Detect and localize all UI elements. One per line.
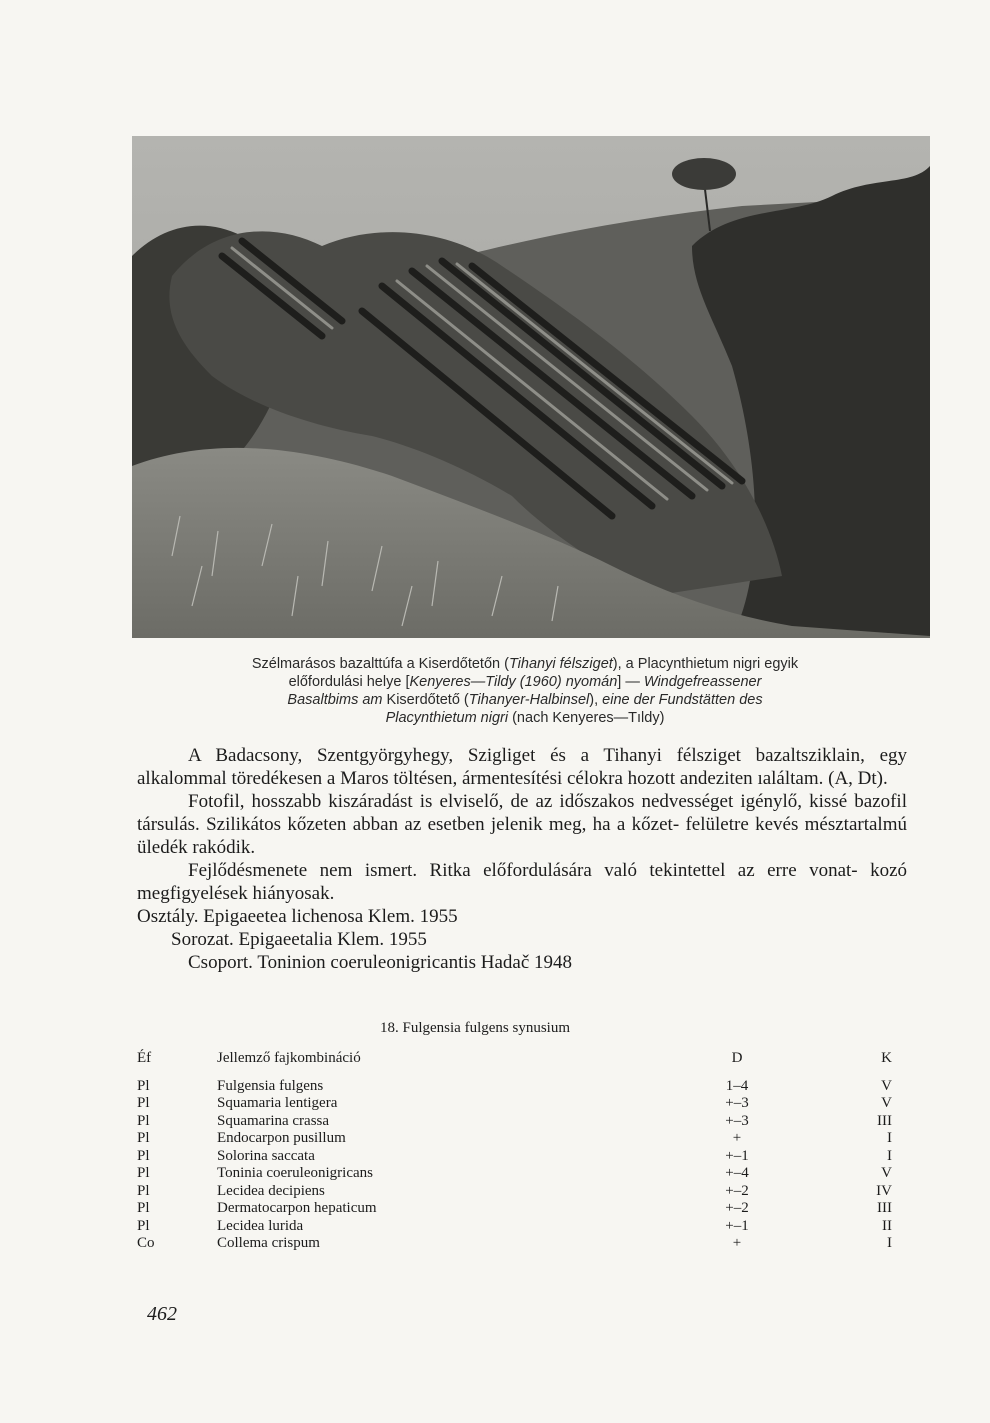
- cell-d: +–2: [725, 1200, 749, 1216]
- table-row: [137, 1218, 907, 1236]
- header-species: Jellemző fajkombináció: [217, 1050, 361, 1066]
- cell-ef: Pl: [137, 1077, 150, 1094]
- caption-line: előfordulási helye [Kenyeres—Tildy (1960) nyomán] — Windgefreassener: [288, 674, 762, 690]
- cell-species: Endocarpon pusillum: [217, 1130, 346, 1146]
- body-text: [137, 744, 907, 974]
- table-row: [137, 1113, 907, 1131]
- paragraph-development: Fejlődésmenete nem ismert. Ritka előfordulására való tekintettel az erre vonat- kozó megfigyelések hiányosak.: [137, 860, 908, 904]
- cell-ef: Co: [137, 1235, 155, 1251]
- species-table: [137, 1050, 907, 1253]
- cell-d: +–4: [725, 1165, 749, 1181]
- cell-ef: Pl: [137, 1182, 150, 1199]
- cell-k: II: [882, 1217, 892, 1234]
- photo-basalt-outcrop: [132, 136, 930, 638]
- cell-ef: Pl: [137, 1165, 150, 1181]
- cell-ef: Pl: [137, 1217, 150, 1234]
- cell-d: +–3: [725, 1112, 749, 1129]
- cell-k: V: [881, 1165, 892, 1181]
- cell-k: V: [881, 1077, 892, 1094]
- classification-alliance: Csoport. Toninion coeruleonigricantis Hadač 1948: [188, 952, 573, 973]
- table-row: [137, 1148, 907, 1166]
- cell-d: 1–4: [725, 1077, 749, 1094]
- cell-ef: Pl: [137, 1147, 150, 1164]
- table-row: [137, 1130, 907, 1148]
- table-row: [137, 1183, 907, 1201]
- caption-line: Basaltbims am Kiserdőtető (Tihanyer-Halbinsel), eine der Fundstätten des: [287, 692, 763, 708]
- cell-species: Fulgensia fulgens: [217, 1077, 324, 1094]
- cell-species: Lecidea lurida: [217, 1217, 304, 1234]
- cell-k: V: [881, 1095, 892, 1111]
- paragraph-ecology: Fotofil, hosszabb kiszáradást is elviselő, de az időszakos nedvességet igénylő, kissé bazofil társulás. Szilikátos kőzeten abban az esetben jelenik meg, ha a kőzet- felületre kevés mésztartalmú üledék rakódik.: [137, 791, 907, 858]
- cell-species: Toninia coeruleonigricans: [217, 1165, 373, 1181]
- table-row: [137, 1095, 907, 1113]
- table-row: [137, 1165, 907, 1183]
- cell-k: I: [887, 1147, 892, 1164]
- cell-d: +–1: [725, 1217, 749, 1234]
- table-row: [137, 1235, 907, 1253]
- cell-k: I: [887, 1130, 892, 1146]
- classification-order: Sorozat. Epigaeetalia Klem. 1955: [171, 929, 427, 950]
- table-row: [137, 1200, 907, 1218]
- caption-line: Placynthietum nigri (nach Kenyeres—Tıldy): [385, 710, 665, 726]
- table-row: [137, 1078, 907, 1096]
- cell-d: +: [732, 1130, 742, 1146]
- table-header-row: [137, 1050, 907, 1078]
- cell-species: Squamarina crassa: [217, 1112, 330, 1129]
- cell-species: Squamaria lentigera: [217, 1095, 338, 1111]
- cell-species: Dermatocarpon hepaticum: [217, 1200, 377, 1216]
- caption-line: Szélmarásos bazalttúfa a Kiserdőtetőn (Tihanyi félsziget), a Placynthietum nigri egyik: [251, 656, 799, 672]
- cell-k: IV: [876, 1182, 892, 1199]
- cell-ef: Pl: [137, 1095, 150, 1111]
- cell-d: +–1: [725, 1147, 749, 1164]
- cell-ef: Pl: [137, 1112, 150, 1129]
- page-number: 462: [147, 1303, 177, 1325]
- cell-species: Lecidea decipiens: [217, 1182, 325, 1199]
- header-k: K: [881, 1050, 892, 1066]
- cell-ef: Pl: [137, 1130, 150, 1146]
- cell-d: +–3: [725, 1095, 749, 1111]
- cell-ef: Pl: [137, 1200, 150, 1216]
- cell-k: I: [887, 1235, 892, 1251]
- cell-k: III: [877, 1200, 892, 1216]
- paragraph-distribution: A Badacsony, Szentgyörgyhegy, Szigliget és a Tihanyi félsziget bazaltsziklain, egy alkalommal töredékesen a Maros töltésen, ármentesítési célokra hozott andeziten ıaláltam. (A, Dt).: [137, 745, 908, 789]
- cell-k: III: [877, 1112, 892, 1129]
- figure-caption: [160, 655, 890, 727]
- header-ef: Éf: [137, 1050, 152, 1066]
- header-d: D: [731, 1050, 743, 1066]
- classification-class: Osztály. Epigaeetea lichenosa Klem. 1955: [137, 906, 458, 927]
- cell-species: Collema crispum: [217, 1235, 320, 1251]
- table-title: 18. Fulgensia fulgens synusium: [380, 1020, 570, 1036]
- cell-species: Solorina saccata: [217, 1147, 315, 1164]
- cell-d: +–2: [725, 1182, 749, 1199]
- cell-d: +: [732, 1235, 742, 1251]
